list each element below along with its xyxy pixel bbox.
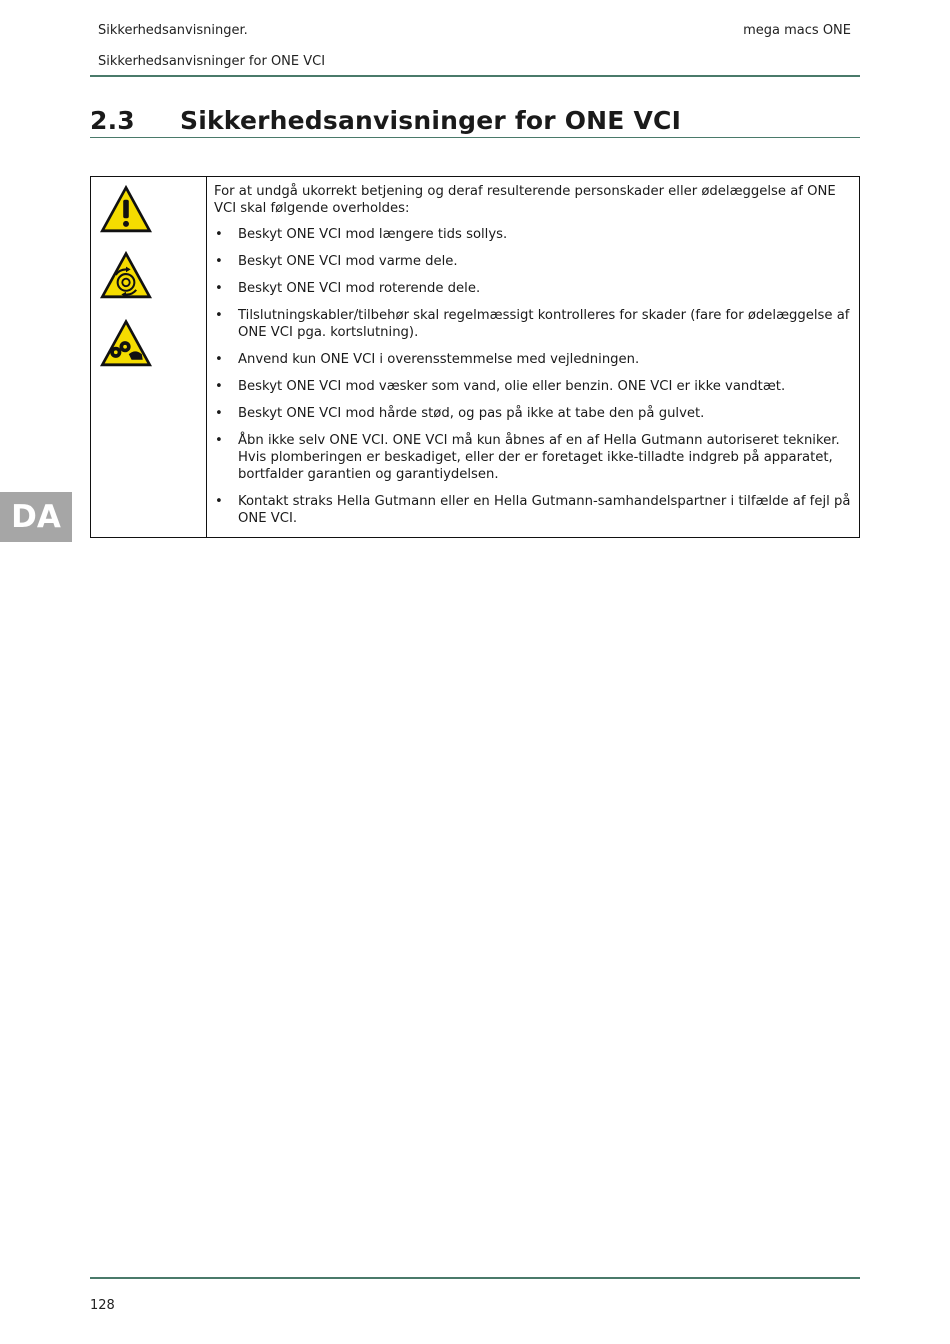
list-item: • Beskyt ONE VCI mod roterende dele.	[214, 280, 854, 297]
language-tab: DA	[0, 492, 72, 542]
general-warning-icon	[98, 183, 154, 235]
warning-icon-column	[91, 177, 207, 537]
section-number: 2.3	[90, 106, 135, 135]
header-chapter: Sikkerhedsanvisninger.	[98, 23, 248, 38]
rotating-parts-warning-icon	[98, 249, 154, 301]
list-item: • Beskyt ONE VCI mod varme dele.	[214, 253, 854, 270]
hand-crush-warning-icon	[98, 317, 154, 369]
warning-text	[214, 183, 854, 537]
list-item: • Åbn ikke selv ONE VCI. ONE VCI må kun åbnes af en af Hella Gutmann autoriseret tekniker. Hvis plomberingen er beskadiget, eller der er foretaget ikke-tilladte indgreb på apparatet, bortfalder garantien og garantiydelsen.	[214, 432, 854, 483]
title-rule	[90, 137, 860, 138]
header-section: Sikkerhedsanvisninger for ONE VCI	[98, 54, 326, 69]
header-rule	[90, 75, 860, 77]
list-item: • Tilslutningskabler/tilbehør skal regelmæssigt kontrolleres for skader (fare for ødelæggelse af ONE VCI pga. kortslutning).	[214, 307, 854, 341]
warning-list	[214, 226, 854, 527]
list-item: • Beskyt ONE VCI mod hårde stød, og pas på ikke at tabe den på gulvet.	[214, 405, 854, 422]
footer-rule	[90, 1277, 860, 1279]
warning-box	[90, 176, 860, 538]
page-number: 128	[90, 1298, 115, 1313]
section-heading	[90, 106, 681, 135]
warning-intro: For at undgå ukorrekt betjening og deraf resulterende personskader eller ødelæggelse af ONE VCI skal følgende overholdes:	[214, 184, 836, 216]
section-title: Sikkerhedsanvisninger for ONE VCI	[180, 106, 682, 135]
list-item: • Beskyt ONE VCI mod væsker som vand, olie eller benzin. ONE VCI er ikke vandtæt.	[214, 378, 854, 395]
header-product: mega macs ONE	[743, 23, 851, 38]
list-item: • Beskyt ONE VCI mod længere tids sollys.	[214, 226, 854, 243]
list-item: • Kontakt straks Hella Gutmann eller en Hella Gutmann-samhandelspartner i tilfælde af fejl på ONE VCI.	[214, 493, 854, 527]
list-item: • Anvend kun ONE VCI i overensstemmelse med vejledningen.	[214, 351, 854, 368]
